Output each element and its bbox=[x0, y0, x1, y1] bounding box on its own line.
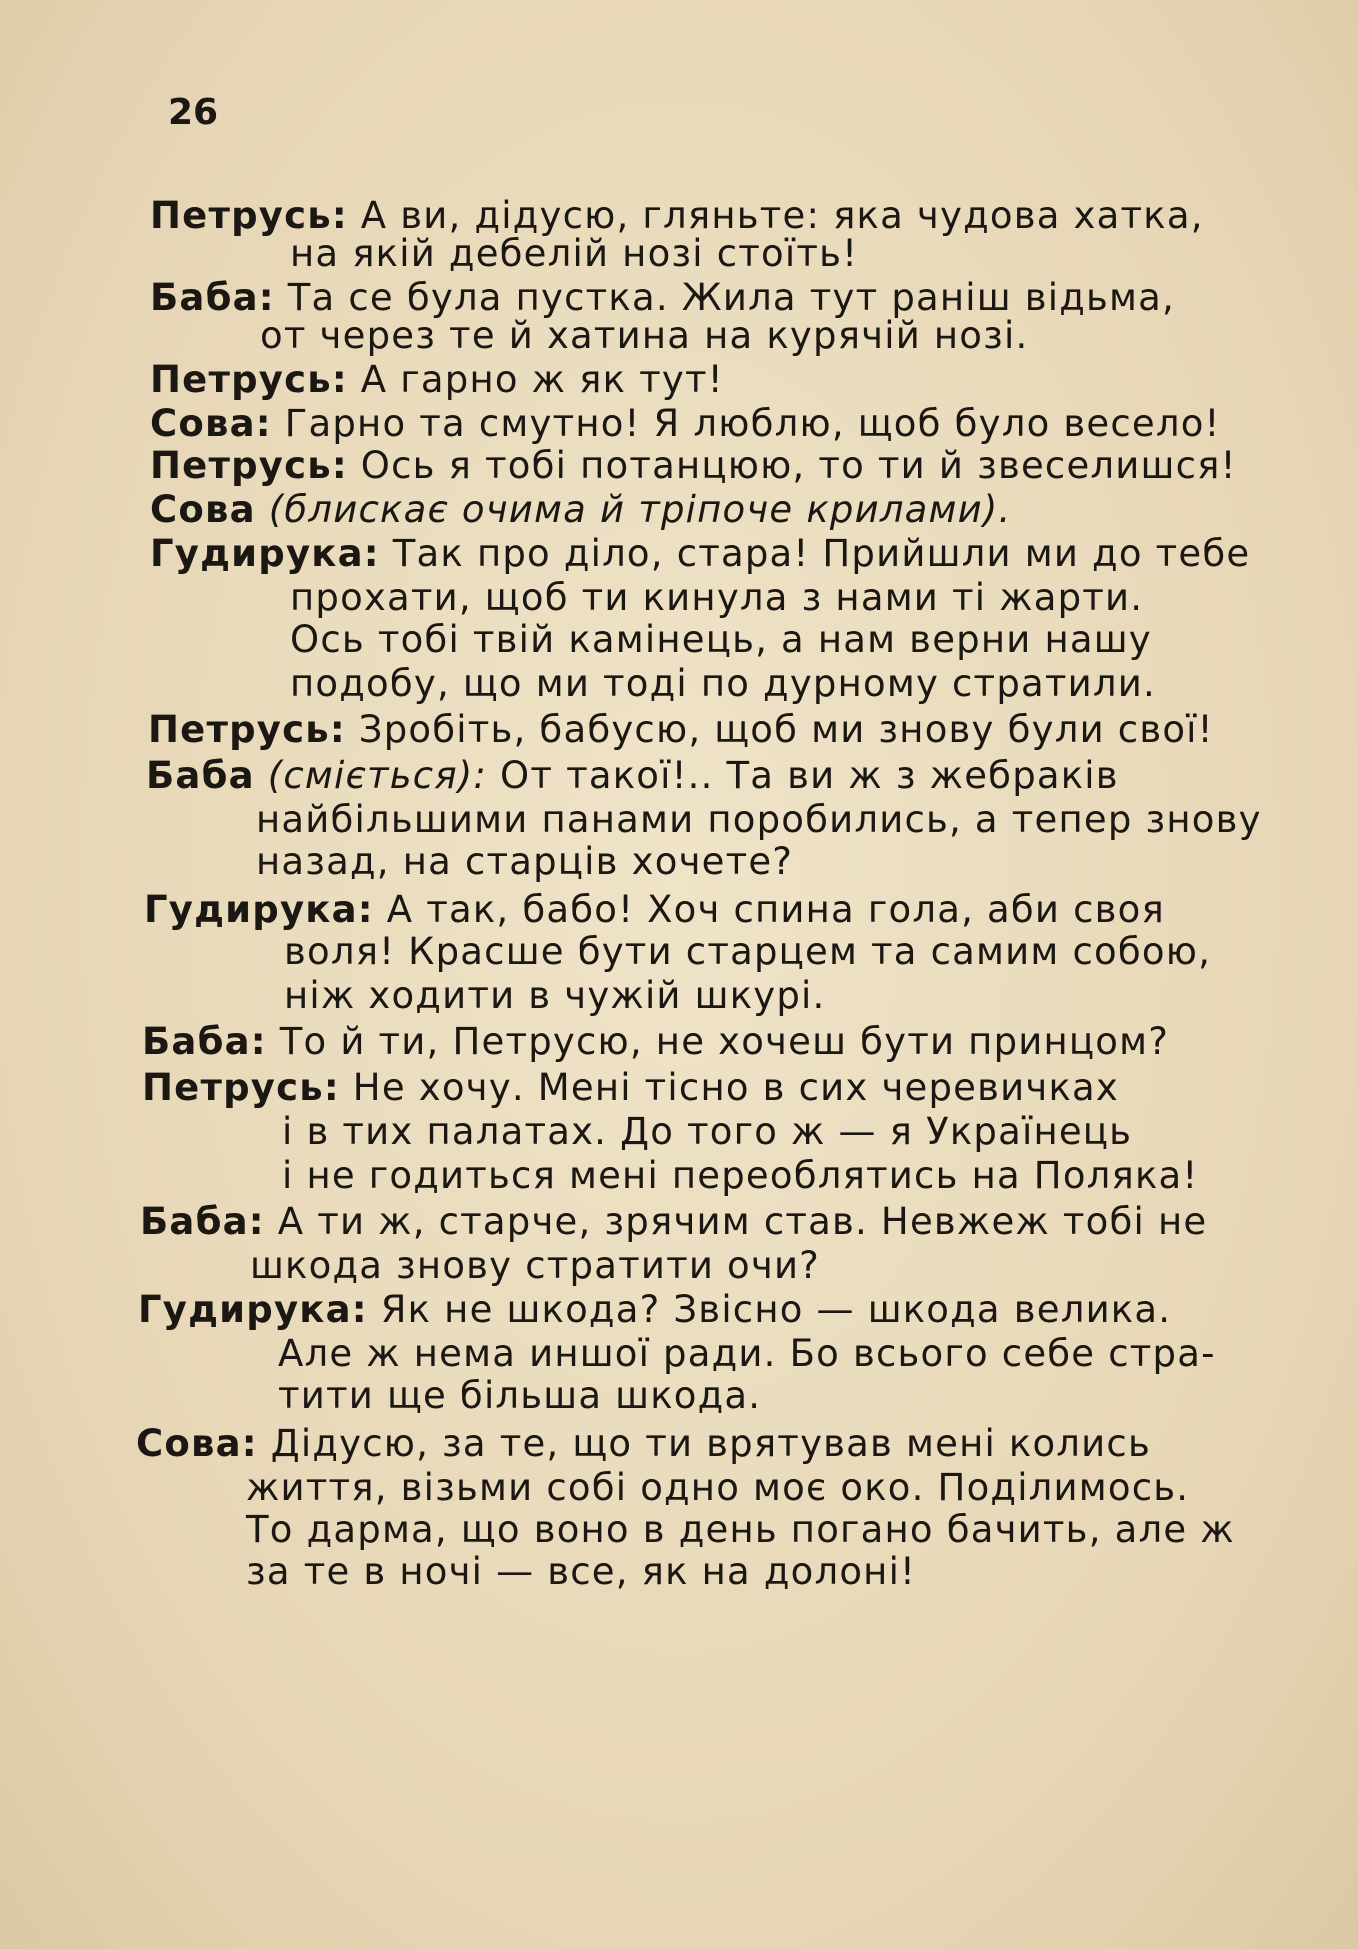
line-text: і не годиться мені переоблятись на Поляка! bbox=[282, 1154, 1199, 1197]
dialogue-line bbox=[144, 886, 1165, 934]
dialogue-line bbox=[142, 1018, 1169, 1066]
speaker-name: Баба: bbox=[142, 1020, 267, 1063]
dialogue-line bbox=[290, 230, 858, 278]
speaker-name: Петрусь: bbox=[142, 1066, 340, 1109]
speaker-name: Баба bbox=[146, 754, 255, 797]
dialogue-line bbox=[282, 1108, 1132, 1156]
speaker-name: Гудирука: bbox=[144, 888, 374, 931]
speaker-name: Баба: bbox=[140, 1200, 265, 1243]
dialogue-line bbox=[260, 312, 1028, 360]
speaker-name: Гудирука: bbox=[150, 532, 380, 575]
dialogue-line bbox=[140, 1198, 1207, 1246]
dialogue-line bbox=[278, 1372, 761, 1420]
speaker-name: Петрусь: bbox=[150, 358, 348, 401]
line-text: Дідусю, за те, що ти врятував мені колись bbox=[257, 1422, 1151, 1465]
line-text: Не хочу. Мені тісно в сих черевичках bbox=[339, 1066, 1119, 1109]
line-text: ніж ходити в чужій шкурі. bbox=[284, 974, 826, 1017]
dialogue-line bbox=[150, 442, 1237, 490]
dialogue-line bbox=[278, 1330, 1216, 1378]
line-text: подобу, що ми тоді по дурному стратили. bbox=[290, 662, 1156, 705]
dialogue-line bbox=[284, 972, 825, 1020]
line-text: Та се була пустка. Жила тут раніш відьма, bbox=[274, 276, 1175, 319]
line-text: шкода знову стратити очи? bbox=[250, 1244, 821, 1287]
dialogue-line bbox=[282, 1152, 1198, 1200]
speaker-name: Сова bbox=[150, 488, 256, 531]
line-text: Але ж нема иншої ради. Бо всього себе стра- bbox=[278, 1332, 1216, 1375]
dialogue-line bbox=[148, 706, 1214, 754]
dialogue-line bbox=[150, 486, 1012, 534]
line-text: на якій дебелій нозі стоїть! bbox=[290, 232, 859, 275]
line-text: от через те й хатина на курячій нозі. bbox=[260, 314, 1029, 357]
dialogue-line bbox=[136, 1420, 1151, 1468]
dialogue-line bbox=[290, 616, 1152, 664]
dialogue-line bbox=[290, 660, 1156, 708]
line-text: найбільшими панами поробились, а тепер знову bbox=[256, 798, 1262, 841]
dialogue-line bbox=[246, 1464, 1189, 1512]
dialogue-line bbox=[150, 400, 1221, 448]
dialogue-line bbox=[150, 356, 724, 404]
line-text: То й ти, Петрусю, не хочеш бути принцом? bbox=[266, 1020, 1170, 1063]
stage-direction: (блискає очима й тріпоче крилами). bbox=[255, 488, 1012, 531]
dialogue-line bbox=[246, 1506, 1235, 1554]
dialogue-line bbox=[290, 574, 1143, 622]
line-text: тити ще більша шкода. bbox=[278, 1374, 762, 1417]
line-text: От такої!.. Та ви ж з жебраків bbox=[487, 754, 1119, 797]
line-text: і в тих палатах. До того ж — я Українець bbox=[282, 1110, 1133, 1153]
dialogue-line bbox=[142, 1064, 1119, 1112]
line-text: назад, на старців хочете? bbox=[256, 840, 794, 883]
line-text: за те в ночі — все, як на долоні! bbox=[246, 1550, 917, 1593]
line-text: А ви, дідусю, гляньте: яка чудова хатка, bbox=[347, 194, 1204, 237]
speaker-name: Баба: bbox=[150, 276, 275, 319]
speaker-name: Сова: bbox=[136, 1422, 258, 1465]
line-text: Ось я тобі потанцюю, то ти й звеселишся! bbox=[347, 444, 1237, 487]
dialogue-line bbox=[284, 928, 1211, 976]
line-text: Як не шкода? Звісно — шкода велика. bbox=[367, 1288, 1172, 1331]
speaker-name: Петрусь: bbox=[150, 444, 348, 487]
line-text: Гарно та смутно! Я люблю, щоб було весело! bbox=[271, 402, 1221, 445]
dialogue-line bbox=[250, 1242, 820, 1290]
speaker-name: Петрусь: bbox=[150, 194, 348, 237]
line-text: А так, бабо! Хоч спина гола, аби своя bbox=[373, 888, 1165, 931]
dialogue-line bbox=[256, 796, 1262, 844]
dialogue-line bbox=[246, 1548, 916, 1596]
line-text: Так про діло, стара! Прийшли ми до тебе bbox=[379, 532, 1251, 575]
line-text: життя, візьми собі одно моє око. Поділимось. bbox=[246, 1466, 1190, 1509]
dialogue-line bbox=[150, 530, 1250, 578]
line-text: А гарно ж як тут! bbox=[347, 358, 724, 401]
dialogue-line bbox=[146, 752, 1119, 800]
line-text: То дарма, що воно в день погано бачить, але ж bbox=[246, 1508, 1235, 1551]
line-text: А ти ж, старче, зрячим став. Невжеж тобі не bbox=[264, 1200, 1208, 1243]
line-text: Зробіть, бабусю, щоб ми знову були свої! bbox=[345, 708, 1214, 751]
dialogue-line bbox=[256, 838, 793, 886]
line-text: Ось тобі твій камінець, а нам верни нашу bbox=[290, 618, 1152, 661]
dialogue-line bbox=[138, 1286, 1171, 1334]
page-number: 26 bbox=[168, 92, 219, 133]
stage-direction: (сміється): bbox=[254, 754, 488, 797]
line-text: прохати, щоб ти кинула з нами ті жарти. bbox=[290, 576, 1144, 619]
speaker-name: Сова: bbox=[150, 402, 272, 445]
speaker-name: Гудирука: bbox=[138, 1288, 368, 1331]
speaker-name: Петрусь: bbox=[148, 708, 346, 751]
line-text: воля! Красше бути старцем та самим собою, bbox=[284, 930, 1212, 973]
